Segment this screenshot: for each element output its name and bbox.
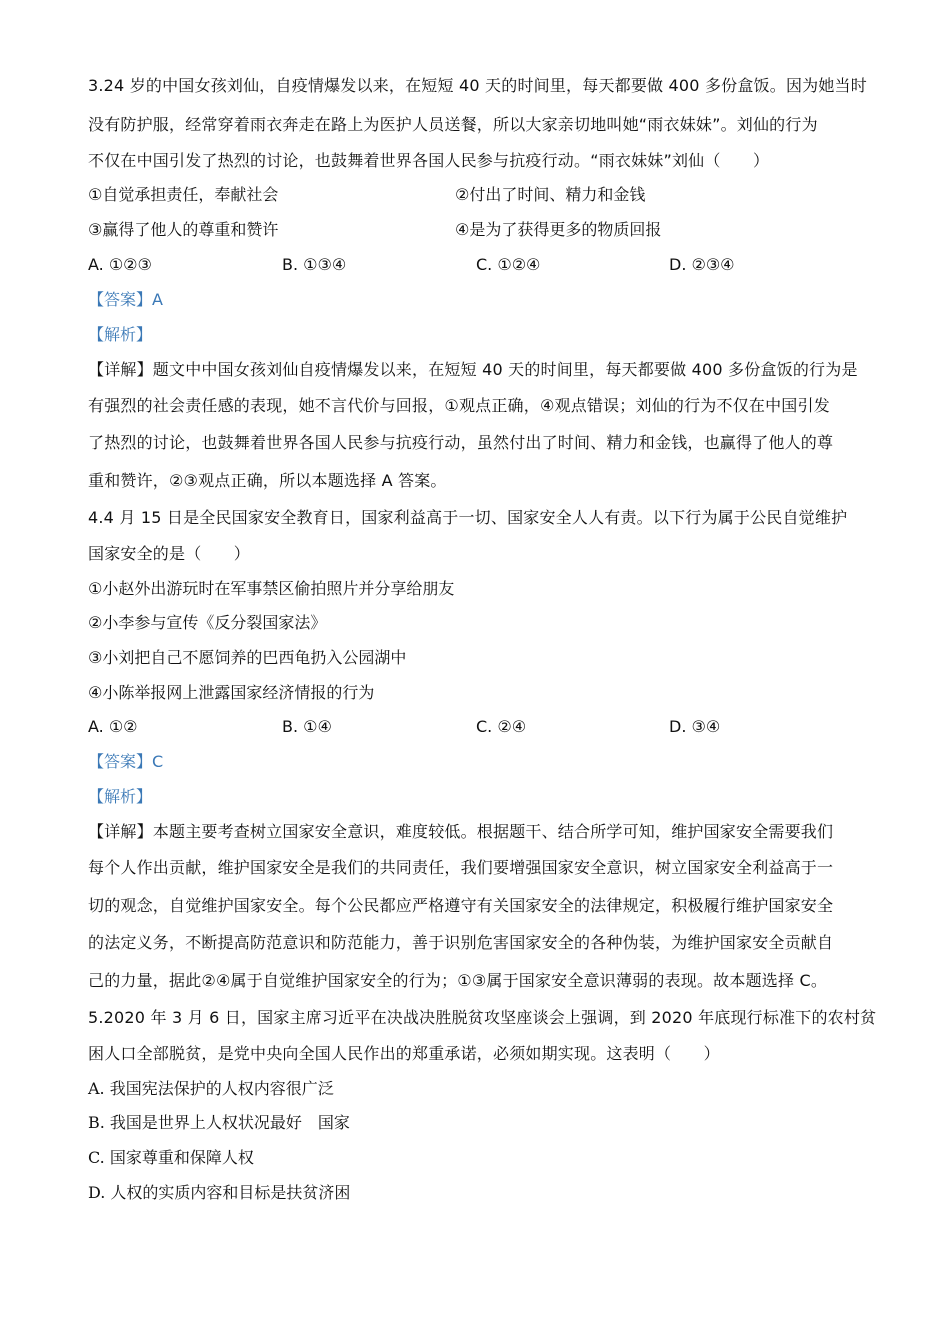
q5-stem-line-2: 困人口全部脱贫，是党中央向全国人民作出的郑重承诺，必须如期实现。这表明（ ） [88, 1044, 720, 1063]
q3-item-3: ③赢得了他人的尊重和赞许 [88, 220, 279, 239]
q3-detail-line-4: 重和赞许，②③观点正确，所以本题选择 A 答案。 [88, 471, 447, 490]
q4-choice-c: C. ②④ [476, 717, 527, 736]
q4-item-4: ④小陈举报网上泄露国家经济情报的行为 [88, 683, 375, 702]
q4-analysis-label: 【解析】 [88, 787, 153, 806]
q5-stem-line-1: 5.2020 年 3 月 6 日，国家主席习近平在决战决胜脱贫攻坚座谈会上强调，到 2020 年底现行标准下的农村贫 [88, 1008, 877, 1027]
q5-choice-a: A. 我国宪法保护的人权内容很广泛 [88, 1079, 334, 1098]
q3-stem-line-2: 没有防护服，经常穿着雨衣奔走在路上为医护人员送餐，所以大家亲切地叫她“雨衣妹妹”。刘仙的行为 [88, 115, 818, 134]
q4-choice-a: A. ①② [88, 717, 138, 736]
q3-stem-line-1: 3.24 岁的中国女孩刘仙，自疫情爆发以来，在短短 40 天的时间里，每天都要做 400 多份盒饭。因为她当时 [88, 76, 867, 95]
q4-stem-line-1: 4.4 月 15 日是全民国家安全教育日，国家利益高于一切、国家安全人人有责。以下行为属于公民自觉维护 [88, 508, 848, 527]
q4-detail-line-3: 切的观念，自觉维护国家安全。每个公民都应严格遵守有关国家安全的法律规定，积极履行维护国家安全 [88, 896, 834, 915]
q3-choice-d: D. ②③④ [669, 255, 735, 274]
q4-detail-line-1: 【详解】本题主要考查树立国家安全意识，难度较低。根据题干、结合所学可知，维护国家安全需要我们 [88, 822, 834, 841]
q5-choice-c: C. 国家尊重和保障人权 [88, 1148, 254, 1167]
q4-choice-d: D. ③④ [669, 717, 721, 736]
q3-detail-line-1: 【详解】题文中中国女孩刘仙自疫情爆发以来，在短短 40 天的时间里，每天都要做 400 多份盒饭的行为是 [88, 360, 858, 379]
q3-choice-a: A. ①②③ [88, 255, 152, 274]
q4-item-3: ③小刘把自己不愿饲养的巴西龟扔入公园湖中 [88, 648, 407, 667]
q3-detail-line-3: 了热烈的讨论，也鼓舞着世界各国人民参与抗疫行动，虽然付出了时间、精力和金钱，也赢得了他人的尊 [88, 433, 834, 452]
q3-analysis-label: 【解析】 [88, 325, 153, 344]
q4-stem-line-2: 国家安全的是（ ） [88, 544, 251, 563]
q5-choice-b: B. 我国是世界上人权状况最好 国家 [88, 1113, 350, 1132]
q4-detail-line-4: 的法定义务，不断提高防范意识和防范能力，善于识别危害国家安全的各种伪装，为维护国家安全贡献自 [88, 933, 834, 952]
q3-answer: 【答案】A [88, 290, 163, 309]
q3-item-4: ④是为了获得更多的物质回报 [455, 220, 662, 239]
q4-detail-line-5: 己的力量，据此②④属于自觉维护国家安全的行为；①③属于国家安全意识薄弱的表现。故本题选择 C。 [88, 971, 828, 990]
q4-item-1: ①小赵外出游玩时在军事禁区偷拍照片并分享给朋友 [88, 579, 455, 598]
q3-choice-c: C. ①②④ [476, 255, 541, 274]
q4-item-2: ②小李参与宣传《反分裂国家法》 [88, 613, 327, 632]
q3-item-2: ②付出了时间、精力和金钱 [455, 185, 646, 204]
q3-choice-b: B. ①③④ [282, 255, 347, 274]
q4-detail-line-2: 每个人作出贡献，维护国家安全是我们的共同责任，我们要增强国家安全意识，树立国家安全利益高于一 [88, 858, 834, 877]
q3-stem-line-3: 不仅在中国引发了热烈的讨论，也鼓舞着世界各国人民参与抗疫行动。“雨衣妹妹”刘仙（ ） [88, 151, 770, 170]
q3-detail-line-2: 有强烈的社会责任感的表现，她不言代价与回报，①观点正确，④观点错误；刘仙的行为不仅在中国引发 [88, 396, 830, 415]
q4-answer: 【答案】C [88, 752, 164, 771]
q4-choice-b: B. ①④ [282, 717, 332, 736]
q3-item-1: ①自觉承担责任，奉献社会 [88, 185, 279, 204]
q5-choice-d: D. 人权的实质内容和目标是扶贫济困 [88, 1183, 351, 1202]
